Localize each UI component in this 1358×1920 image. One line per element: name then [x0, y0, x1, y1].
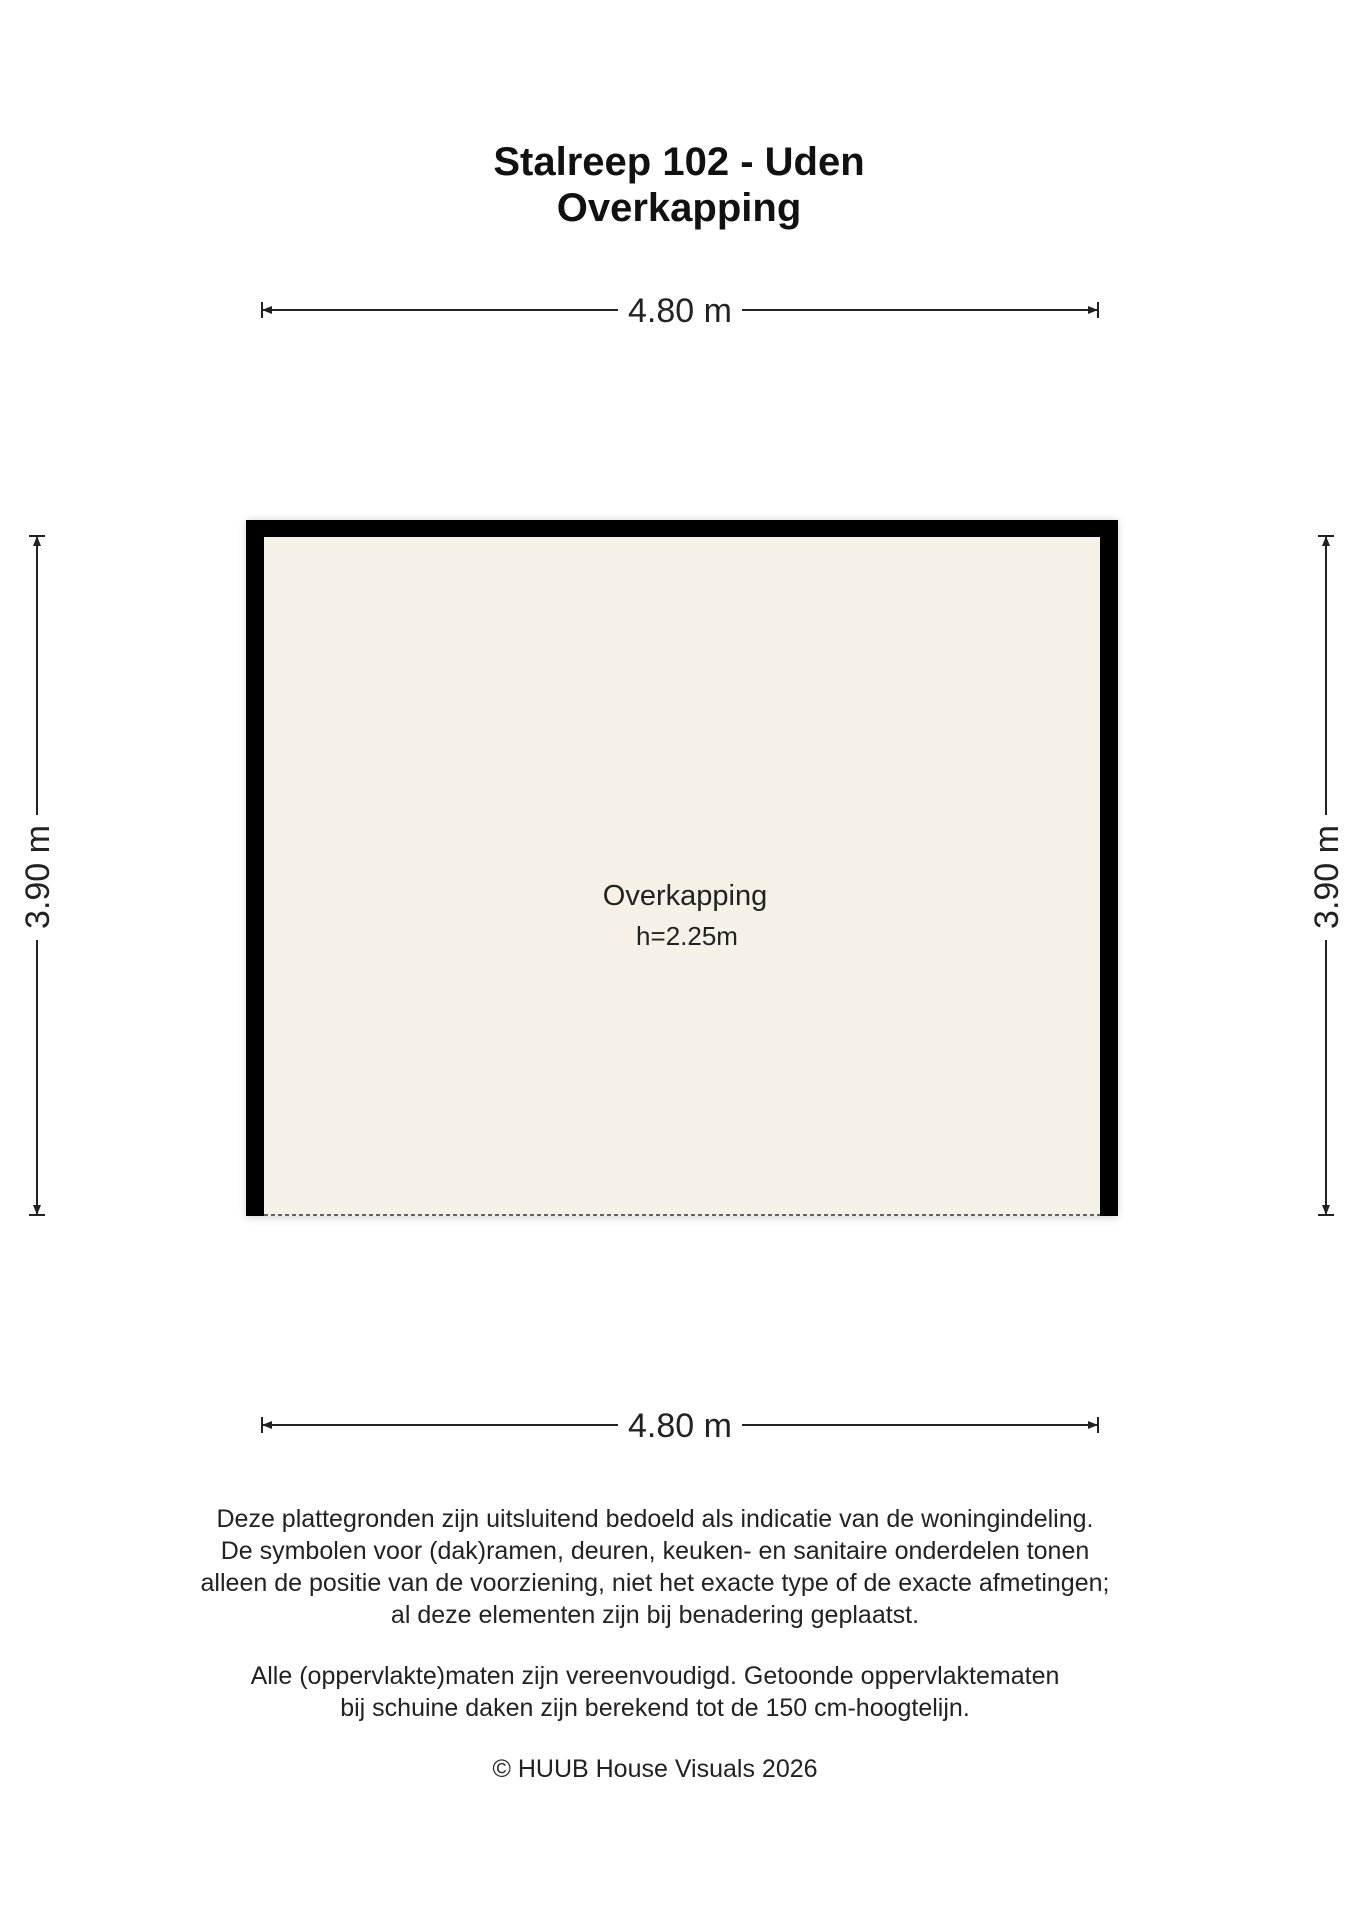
right-depth-dimension	[1308, 536, 1346, 1215]
copyright-notice: © HUUB House Visuals 2026	[492, 1755, 818, 1783]
disclaimer-paragraph-1	[0, 1503, 1310, 1631]
disclaimer-line: alleen de positie van de voorziening, niet het exacte type of de exacte afmetingen;	[200, 1569, 1110, 1597]
bottom-width-label: 4.80 m	[628, 1407, 732, 1445]
disclaimer-line: Alle (oppervlakte)maten zijn vereenvoudigd. Getoonde oppervlaktematen	[250, 1662, 1060, 1690]
disclaimer-paragraph-2	[0, 1660, 1310, 1724]
room-floor	[264, 536, 1100, 1216]
left-depth-dimension	[19, 536, 57, 1215]
top-wall	[246, 520, 1118, 537]
disclaimer-line: De symbolen voor (dak)ramen, deuren, keuken- en sanitaire onderdelen tonen	[220, 1537, 1090, 1565]
right-depth-label: 3.90 m	[1308, 825, 1346, 929]
left-depth-label: 3.90 m	[19, 825, 57, 929]
floor-title: Overkapping	[556, 186, 802, 230]
room-name-label: Overkapping	[602, 880, 768, 912]
room-overkapping	[246, 520, 1118, 1218]
top-width-dimension	[262, 292, 1098, 330]
plan-title: Stalreep 102 - Uden	[493, 140, 865, 184]
right-wall	[1100, 520, 1118, 1216]
left-wall	[246, 520, 264, 1216]
room-height-label: h=2.25m	[636, 921, 738, 951]
disclaimer-line: bij schuine daken zijn berekend tot de 150 cm-hoogtelijn.	[340, 1694, 970, 1722]
disclaimer-line: Deze plattegronden zijn uitsluitend bedoeld als indicatie van de woningindeling.	[216, 1505, 1094, 1533]
bottom-width-dimension	[262, 1407, 1098, 1445]
top-width-label: 4.80 m	[628, 292, 732, 330]
disclaimer-line: al deze elementen zijn bij benadering geplaatst.	[390, 1601, 920, 1629]
